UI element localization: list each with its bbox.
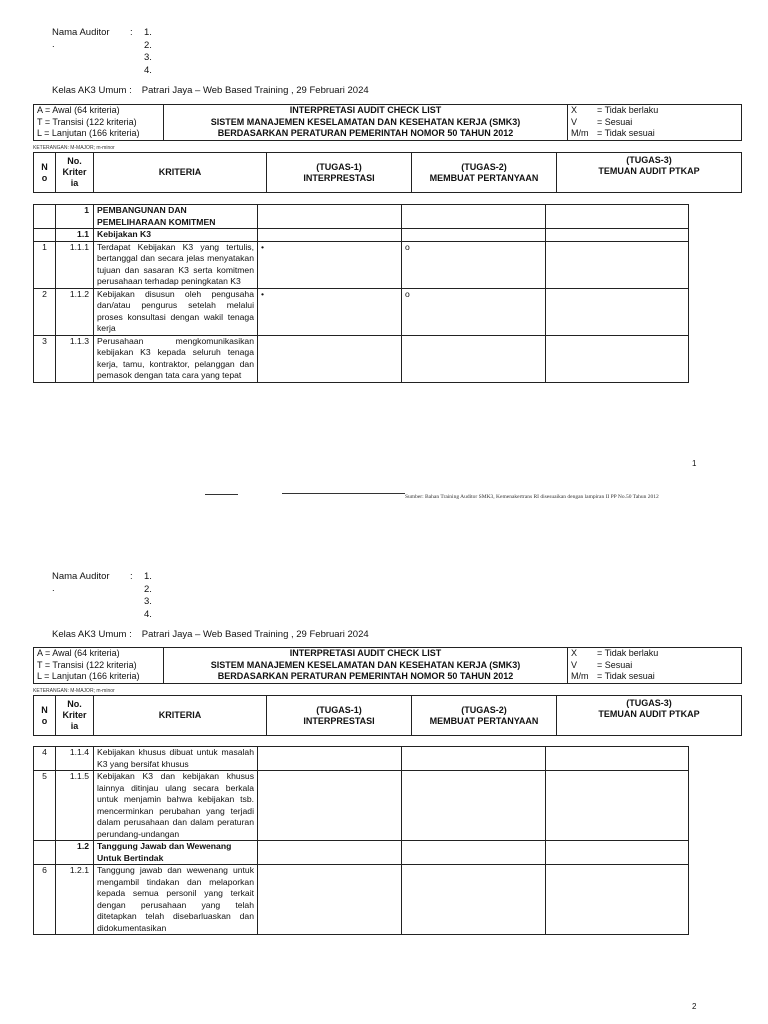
tugas1-cell[interactable]: •	[258, 241, 402, 288]
tugas2-cell[interactable]	[402, 747, 546, 771]
kelas-value: Patrari Jaya – Web Based Training , 29 Februari 2024	[141, 85, 369, 96]
col-no: N o	[34, 696, 56, 736]
tugas1-cell[interactable]: •	[258, 288, 402, 335]
row-code: 1.2.1	[56, 865, 94, 935]
auditor-dot: .	[52, 39, 55, 50]
row-code: 1.1.3	[56, 335, 94, 382]
auditor-number: 3.	[144, 52, 152, 63]
subsection-title: Kebijakan K3	[94, 229, 258, 242]
kelas-label: Kelas AK3 Umum :	[52, 85, 132, 96]
auditor-colon: :	[130, 27, 133, 38]
tugas2-cell[interactable]: o	[402, 288, 546, 335]
auditor-number: 4.	[144, 608, 152, 620]
auditor-number: 2.	[144, 583, 152, 595]
tugas3-cell[interactable]	[546, 288, 689, 335]
auditor-number: 1.	[144, 27, 152, 38]
table-row	[34, 335, 689, 382]
table-row	[34, 288, 689, 335]
kelas-line-2	[52, 629, 369, 640]
row-code: 1.1.4	[56, 747, 94, 771]
row-criteria-text: Kebijakan khusus dibuat untuk masalah K3 yang bersifat khusus	[94, 747, 258, 771]
source-note: Sumber: Bahan Training Auditor SMK3, Kemenakertrans RI disesuaikan dengan lampiran II PP No.50 Tahun 2012	[405, 494, 659, 500]
page-number: 1	[692, 459, 697, 468]
subsection-number: 1.1	[56, 229, 94, 242]
subsection-title: Tanggung Jawab dan Wewenang Untuk Bertindak	[94, 841, 258, 865]
tugas2-cell[interactable]	[402, 771, 546, 841]
row-criteria-text: Terdapat Kebijakan K3 yang tertulis, bertanggal dan secara jelas menyatakan tujuan dan sasaran K3 serta komitmen perusahaan terhadap peningkatan K3	[94, 241, 258, 288]
row-code: 1.1.2	[56, 288, 94, 335]
kelas-label: Kelas AK3 Umum :	[52, 629, 132, 640]
row-criteria-text: Kebijakan K3 dan kebijakan khusus lainnya ditinjau ulang secara berkala untuk menjamin bahwa kebijakan tsb. mencerminkan perubahan yang terjadi dalam perusahaan dan dalam peraturan perundang-undangan	[94, 771, 258, 841]
col-kriteria: KRITERIA	[94, 153, 267, 193]
row-no: 3	[34, 335, 56, 382]
row-criteria-text: Kebijakan disusun oleh pengusaha dan/atau pengurus setelah melalui proses konsultasi dengan wakil tenaga kerja	[94, 288, 258, 335]
section-title: PEMBANGUNAN DAN PEMELIHARAAN KOMITMEN	[94, 205, 258, 229]
row-no: 1	[34, 241, 56, 288]
document-title: INTERPRETASI AUDIT CHECK LIST SISTEM MANAJEMEN KESELAMATAN DAN KESEHATAN KERJA (SMK3) BERDASARKAN PERATURAN PEMERINTAH NOMOR 50 TAHUN 2012	[164, 648, 568, 684]
row-criteria-text: Tanggung jawab dan wewenang untuk mengambil tindakan dan melaporkan kepada semua personil yang terkait dengan perusahaan yang telah ditetapkan telah disebarluaskan dan didokumentasikan	[94, 865, 258, 935]
tugas1-cell[interactable]	[258, 335, 402, 382]
auditor-number: 2.	[144, 39, 152, 51]
tugas2-cell[interactable]	[402, 865, 546, 935]
keterangan-note: KETERANGAN: M-MAJOR; m-minor	[33, 688, 115, 694]
col-tugas2: (TUGAS-2) MEMBUAT PERTANYAAN	[412, 153, 557, 193]
document-title: INTERPRETASI AUDIT CHECK LIST SISTEM MANAJEMEN KESELAMATAN DAN KESEHATAN KERJA (SMK3) BERDASARKAN PERATURAN PEMERINTAH NOMOR 50 TAHUN 2012	[164, 105, 568, 141]
col-tugas3: (TUGAS-3) TEMUAN AUDIT PTKAP	[557, 153, 742, 193]
tugas1-cell[interactable]	[258, 865, 402, 935]
col-kriteria-no: No. Kriter ia	[56, 153, 94, 193]
col-kriteria: KRITERIA	[94, 696, 267, 736]
keterangan-note: KETERANGAN: M-MAJOR; m-minor	[33, 145, 115, 151]
tugas2-cell[interactable]: o	[402, 241, 546, 288]
col-no: N o	[34, 153, 56, 193]
status-legend: X = Tidak berlaku V = Sesuai M/m = Tidak sesuai	[568, 105, 742, 141]
criteria-legend: A = Awal (64 kriteria) T = Transisi (122 kriteria) L = Lanjutan (166 kriteria)	[34, 648, 164, 684]
footer-rule-right	[282, 493, 405, 494]
col-tugas1: (TUGAS-1) INTERPRESTASI	[267, 153, 412, 193]
kelas-line-1	[52, 85, 369, 96]
section-row	[34, 205, 689, 229]
col-tugas3: (TUGAS-3) TEMUAN AUDIT PTKAP	[557, 696, 742, 736]
tugas3-cell[interactable]	[546, 335, 689, 382]
table-row	[34, 747, 689, 771]
footer-rule-left	[205, 494, 238, 495]
auditor-dot: .	[52, 583, 55, 594]
row-code: 1.1.5	[56, 771, 94, 841]
col-tugas2: (TUGAS-2) MEMBUAT PERTANYAAN	[412, 696, 557, 736]
subsection-row	[34, 229, 689, 242]
header-table-2	[33, 647, 742, 684]
auditor-label: Nama Auditor	[52, 571, 110, 582]
status-legend: X = Tidak berlaku V = Sesuai M/m = Tidak sesuai	[568, 648, 742, 684]
table-row	[34, 865, 689, 935]
auditor-number: 3.	[144, 596, 152, 607]
col-tugas1: (TUGAS-1) INTERPRESTASI	[267, 696, 412, 736]
criteria-legend: A = Awal (64 kriteria) T = Transisi (122 kriteria) L = Lanjutan (166 kriteria)	[34, 105, 164, 141]
row-code: 1.1.1	[56, 241, 94, 288]
auditor-number: 4.	[144, 64, 152, 76]
auditor-colon: :	[130, 571, 133, 582]
row-no: 6	[34, 865, 56, 935]
row-criteria-text: Perusahaan mengkomunikasikan kebijakan K3 kepada seluruh tenaga kerja, tamu, kontraktor, pelanggan dan pemasok dengan tata cara yang tepat	[94, 335, 258, 382]
page-number: 2	[692, 1002, 697, 1011]
column-header-table-1	[33, 152, 742, 193]
auditor-label: Nama Auditor	[52, 27, 110, 38]
col-kriteria-no: No. Kriter ia	[56, 696, 94, 736]
table-row	[34, 771, 689, 841]
auditor-number: 1.	[144, 571, 152, 582]
table-row	[34, 241, 689, 288]
tugas3-cell[interactable]	[546, 865, 689, 935]
header-table-1	[33, 104, 742, 141]
tugas3-cell[interactable]	[546, 747, 689, 771]
row-no: 4	[34, 747, 56, 771]
row-no: 2	[34, 288, 56, 335]
row-no: 5	[34, 771, 56, 841]
tugas1-cell[interactable]	[258, 747, 402, 771]
criteria-table-2	[33, 746, 689, 935]
tugas2-cell[interactable]	[402, 335, 546, 382]
tugas3-cell[interactable]	[546, 771, 689, 841]
section-number: 1	[56, 205, 94, 229]
subsection-row	[34, 841, 689, 865]
tugas1-cell[interactable]	[258, 771, 402, 841]
column-header-table-2	[33, 695, 742, 736]
subsection-number: 1.2	[56, 841, 94, 865]
tugas3-cell[interactable]	[546, 241, 689, 288]
criteria-table-1	[33, 204, 689, 383]
kelas-value: Patrari Jaya – Web Based Training , 29 Februari 2024	[141, 629, 369, 640]
